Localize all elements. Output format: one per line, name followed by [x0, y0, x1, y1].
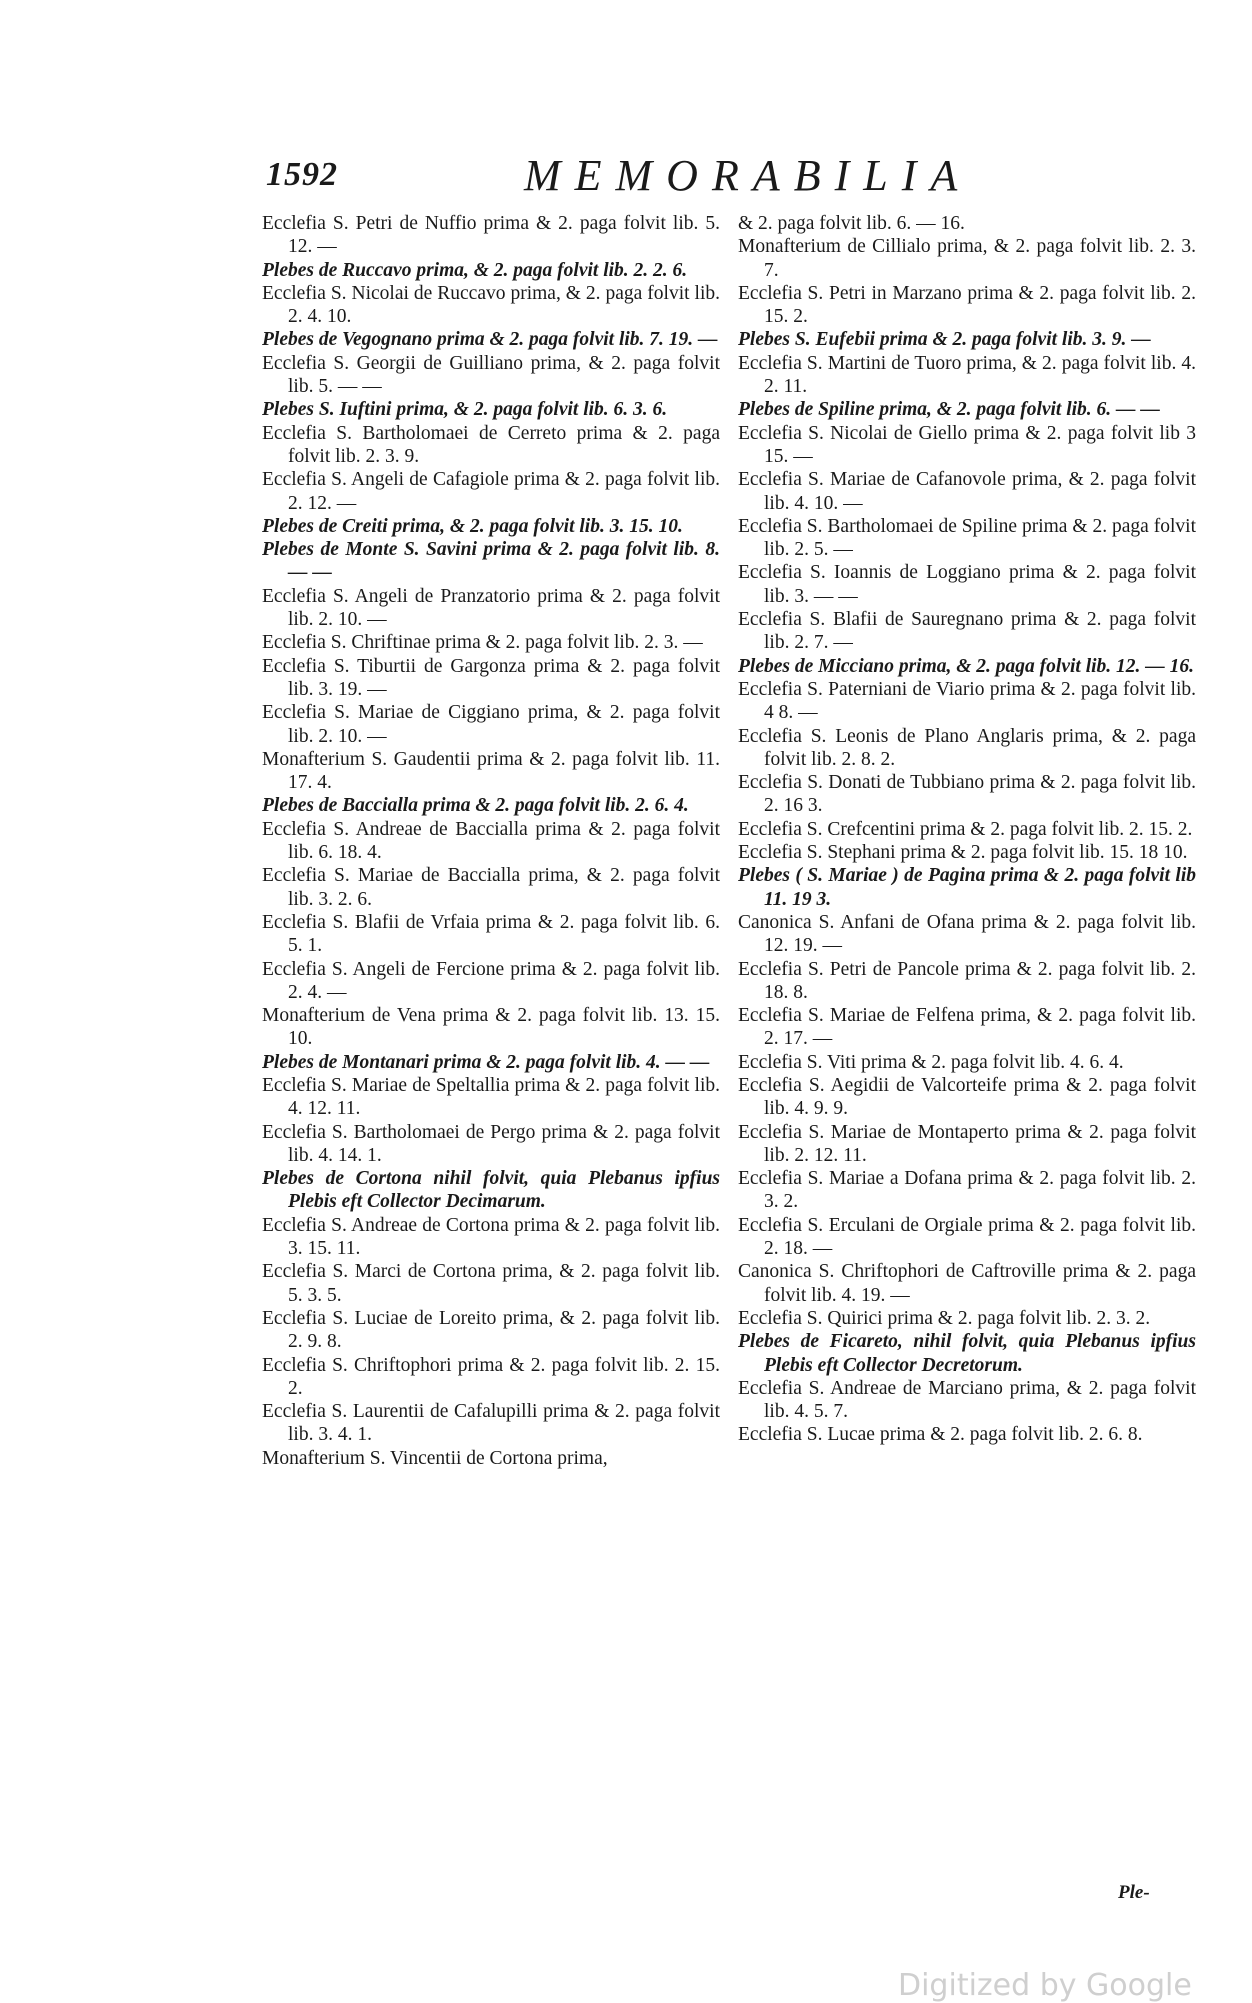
ledger-entry: Ecclefia S. Erculani de Orgiale prima & 2. paga folvit lib. 2. 18. — [738, 1214, 1196, 1260]
ledger-entry: Ecclefia S. Viti prima & 2. paga folvit lib. 4. 6. 4. [738, 1051, 1124, 1073]
ledger-entry: Ecclefia S. Mariae de Montaperto prima & 2. paga folvit lib. 2. 12. 11. [738, 1121, 1196, 1166]
ledger-entry: Ecclefia S. Mariae a Dofana prima & 2. paga folvit lib. 2. 3. 2. [738, 1168, 1196, 1213]
ledger-entry: Monafterium S. Gaudentii prima & 2. paga folvit lib. 11. 17. 4. [262, 748, 720, 794]
ledger-entry: Ecclefia S. Bartholomaei de Cerreto prima & 2. paga folvit lib. 2. 3. 9. [262, 422, 720, 467]
ledger-entry: Ecclefia S. Luciae de Loreito prima, & 2. paga folvit lib. 2. 9. 8. [262, 1307, 720, 1353]
page-number: 1592 [266, 156, 338, 193]
ledger-entry: Ecclefia S. Stephani prima & 2. paga folvit lib. 15. 18 10. [738, 842, 1188, 864]
ledger-entry: Ecclefia S. Petri de Pancole prima & 2. paga folvit lib. 2. 18. 8. [738, 958, 1196, 1003]
ledger-entry: Ecclefia S. Andreae de Marciano prima, & 2. paga folvit lib. 4. 5. 7. [738, 1377, 1196, 1423]
ledger-entry: Ecclefia S. Angeli de Fercione prima & 2. paga folvit lib. 2. 4. — [262, 958, 720, 1003]
ledger-entry: Ecclefia S. Mariae de Speltallia prima & 2. paga folvit lib. 4. 12. 11. [262, 1074, 720, 1120]
ledger-entry: Ecclefia S. Tiburtii de Gargonza prima & 2. paga folvit lib. 3. 19. — [262, 655, 720, 700]
ledger-entry: Ecclefia S. Lucae prima & 2. paga folvit lib. 2. 6. 8. [738, 1424, 1143, 1446]
ledger-entry: Ecclefia S. Mariae de Felfena prima, & 2. paga folvit lib. 2. 17. — [738, 1005, 1196, 1050]
ledger-entry: Ecclefia S. Quirici prima & 2. paga folvit lib. 2. 3. 2. [738, 1307, 1151, 1329]
ledger-entry: Plebes de Spiline prima, & 2. paga folvit lib. 6. — — [738, 399, 1160, 421]
running-title: MEMORABILIA [524, 151, 972, 200]
ledger-entry: Plebes de Baccialla prima & 2. paga folvit lib. 2. 6. 4. [262, 795, 689, 817]
ledger-entry: Plebes de Vegognano prima & 2. paga folvit lib. 7. 19. — [262, 329, 718, 351]
ledger-entry: Ecclefia S. Petri de Nuffio prima & 2. paga folvit lib. 5. 12. — [262, 213, 720, 258]
ledger-entry: Ecclefia S. Aegidii de Valcorteife prima & 2. paga folvit lib. 4. 9. 9. [738, 1074, 1196, 1120]
ledger-entry: Monafterium de Vena prima & 2. paga folvit lib. 13. 15. 10. [262, 1005, 720, 1050]
ledger-entry: Ecclefia S. Nicolai de Ruccavo prima, & 2. paga folvit lib. 2. 4. 10. [262, 282, 720, 328]
ledger-entry: Ecclefia S. Ioannis de Loggiano prima & 2. paga folvit lib. 3. — — [738, 562, 1196, 607]
left-column [262, 212, 720, 1470]
ledger-entry: Plebes de Cortona nihil folvit, quia Plebanus ipfius Plebis eft Collector Decimarum. [262, 1168, 720, 1213]
ledger-entry: Plebes de Micciano prima, & 2. paga folvit lib. 12. — 16. [738, 655, 1195, 677]
ledger-entry: Ecclefia S. Mariae de Cafanovole prima, & 2. paga folvit lib. 4. 10. — [738, 469, 1196, 514]
catchword: Ple- [1118, 1882, 1150, 1903]
ledger-entry: Monafterium S. Vincentii de Cortona prima, [262, 1447, 608, 1469]
ledger-entry: Plebes de Creiti prima, & 2. paga folvit lib. 3. 15. 10. [262, 515, 683, 537]
ledger-entry: Plebes S. Eufebii prima & 2. paga folvit lib. 3. 9. — [738, 329, 1151, 351]
ledger-entry: Plebes S. Iuftini prima, & 2. paga folvit lib. 6. 3. 6. [262, 399, 668, 421]
ledger-entry: Ecclefia S. Donati de Tubbiano prima & 2. paga folvit lib. 2. 16 3. [738, 772, 1196, 817]
ledger-entry: Ecclefia S. Georgii de Guilliano prima, & 2. paga folvit lib. 5. — — [262, 352, 720, 398]
ledger-entry: Ecclefia S. Chriftinae prima & 2. paga folvit lib. 2. 3. — [262, 632, 703, 654]
ledger-entry: Ecclefia S. Bartholomaei de Pergo prima & 2. paga folvit lib. 4. 14. 1. [262, 1121, 720, 1166]
page-header [266, 150, 1166, 206]
ledger-entry: Plebes de Montanari prima & 2. paga folvit lib. 4. — — [262, 1051, 710, 1073]
ledger-entry: Ecclefia S. Leonis de Plano Anglaris prima, & 2. paga folvit lib. 2. 8. 2. [738, 725, 1196, 770]
ledger-entry: Ecclefia S. Bartholomaei de Spiline prima & 2. paga folvit lib. 2. 5. — [738, 515, 1196, 561]
ledger-entry: Plebes de Ruccavo prima, & 2. paga folvit lib. 2. 2. 6. [262, 259, 688, 281]
watermark: Digitized by Google [898, 1968, 1192, 2003]
ledger-entry: Ecclefia S. Mariae de Ciggiano prima, & 2. paga folvit lib. 2. 10. — [262, 702, 720, 747]
ledger-entry: Ecclefia S. Nicolai de Giello prima & 2. paga folvit lib 3 15. — [738, 422, 1196, 467]
right-column [738, 212, 1196, 1447]
ledger-entry: Ecclefia S. Angeli de Cafagiole prima & 2. paga folvit lib. 2. 12. — [262, 469, 720, 514]
ledger-entry: Ecclefia S. Petri in Marzano prima & 2. paga folvit lib. 2. 15. 2. [738, 282, 1196, 328]
ledger-entry: Canonica S. Chriftophori de Caftroville prima & 2. paga folvit lib. 4. 19. — [738, 1261, 1196, 1306]
ledger-entry: Ecclefia S. Blafii de Vrfaia prima & 2. paga folvit lib. 6. 5. 1. [262, 911, 720, 957]
ledger-entry: & 2. paga folvit lib. 6. — 16. [738, 213, 965, 234]
ledger-entry: Monafterium de Cillialo prima, & 2. paga folvit lib. 2. 3. 7. [738, 236, 1196, 281]
ledger-entry: Ecclefia S. Laurentii de Cafalupilli prima & 2. paga folvit lib. 3. 4. 1. [262, 1401, 720, 1446]
ledger-entry: Ecclefia S. Blafii de Sauregnano prima & 2. paga folvit lib. 2. 7. — [738, 609, 1196, 654]
ledger-entry: Plebes ( S. Mariae ) de Pagina prima & 2. paga folvit lib 11. 19 3. [738, 865, 1196, 910]
ledger-entry: Canonica S. Anfani de Ofana prima & 2. paga folvit lib. 12. 19. — [738, 911, 1196, 957]
ledger-entry: Ecclefia S. Andreae de Baccialla prima & 2. paga folvit lib. 6. 18. 4. [262, 818, 720, 864]
ledger-entry: Ecclefia S. Angeli de Pranzatorio prima & 2. paga folvit lib. 2. 10. — [262, 585, 720, 631]
ledger-entry: Ecclefia S. Martini de Tuoro prima, & 2. paga folvit lib. 4. 2. 11. [738, 352, 1196, 398]
ledger-entry: Ecclefia S. Mariae de Baccialla prima, & 2. paga folvit lib. 3. 2. 6. [262, 865, 720, 910]
ledger-entry: Ecclefia S. Paterniani de Viario prima & 2. paga folvit lib. 4 8. — [738, 678, 1196, 724]
ledger-entry: Plebes de Monte S. Savini prima & 2. paga folvit lib. 8. — — [262, 539, 720, 584]
ledger-entry: Ecclefia S. Crefcentini prima & 2. paga folvit lib. 2. 15. 2. [738, 818, 1193, 840]
ledger-entry: Ecclefia S. Andreae de Cortona prima & 2. paga folvit lib. 3. 15. 11. [262, 1214, 720, 1260]
ledger-entry: Ecclefia S. Chriftophori prima & 2. paga folvit lib. 2. 15. 2. [262, 1354, 720, 1399]
ledger-entry: Plebes de Ficareto, nihil folvit, quia Plebanus ipfius Plebis eft Collector Decretorum. [738, 1331, 1196, 1376]
ledger-entry: Ecclefia S. Marci de Cortona prima, & 2. paga folvit lib. 5. 3. 5. [262, 1261, 720, 1306]
